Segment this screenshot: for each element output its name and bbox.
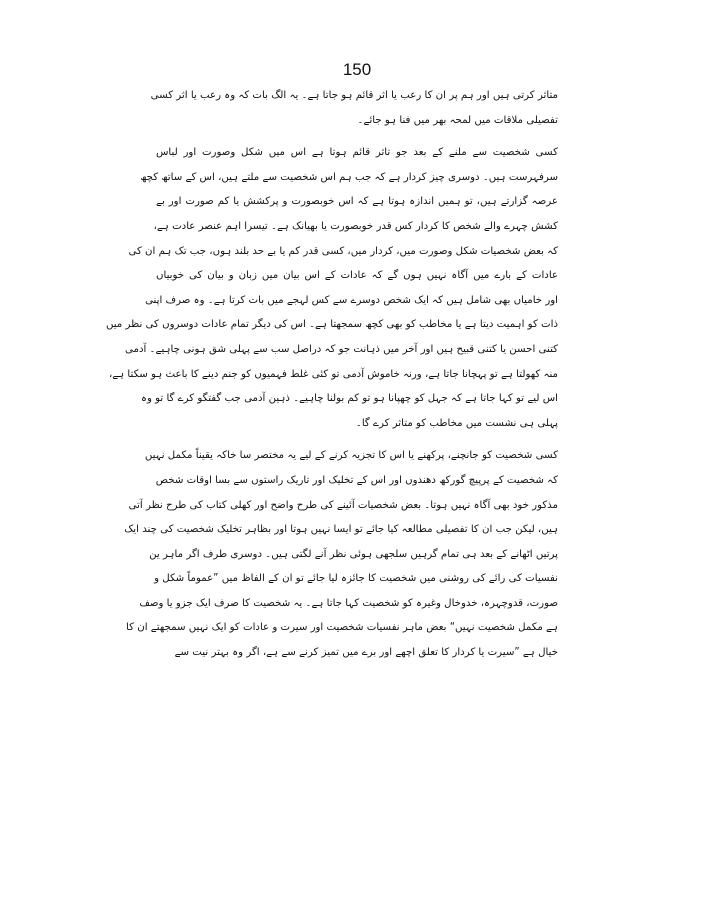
text-line: ہیں، لیکن جب ان کا تفصیلی مطالعہ کیا جائے تو ایسا نہیں ہوتا اور بظاہر تخلیک شخصیت کی چند ایک: [124, 524, 558, 536]
text-line: نفسیات کی رائے کی روشنی میں شخصیت کا جائزہ لیا جائے تو ان کے الفاظ میں ”عموماً شکل و: [154, 573, 558, 585]
text-line: کسی شخصیت کو جانچنے، پرکھنے یا اس کا تجزیہ کرنے کے لیے یہ مختصر سا خاکہ یقیناً مکمل نہیں: [144, 450, 558, 462]
page-number: 150: [342, 60, 372, 79]
text-line: پرتیں اٹھانے کے بعد ہی تمام گرہیں سلجھی ہوئی نظر آنے لگتی ہیں۔ دوسری طرف اگر ماہر ین: [149, 548, 558, 560]
text-line: مذکور خود بھی آگاہ نہیں ہوتا۔ بعض شخصیات آئینے کی طرح واضح اور کھلی کتاب کی طرح نظر آتی: [128, 499, 558, 511]
text-line: کہ بعض شخصیات شکل وصورت میں، کردار میں، کسی قدر کم یا بے حد بلند ہوں، جب تک ہم ان کی: [128, 245, 558, 257]
paragraph: [105, 141, 558, 436]
paragraph: [124, 444, 558, 665]
body-text: [105, 84, 558, 666]
text-line: تفصیلی ملاقات میں لمحہ بھر میں فنا ہو جائے۔: [357, 114, 558, 126]
text-line: عادات کے بارے میں آگاہ نہیں ہوں گے کہ عادات کے اس بیان میں زبان و بیان کی خوبیاں: [156, 270, 558, 282]
text-line: کسی شخصیت سے ملنے کے بعد جو تاثر قائم ہوتا ہے اس میں شکل وصورت اور لباس: [156, 147, 558, 159]
text-line: اس لیے تو کہا جاتا ہے کہ جہل کو چھپانا ہو تو کم بولنا چاہیے۔ ذہین آدمی جب گفتگو کرے گا تو وہ: [140, 393, 558, 405]
text-line: ہے مکمل شخصیت نہیں“ بعض ماہر نفسیات شخصیت اور سیرت و عادات کو ایک نہیں سمجھتے ان کا: [126, 622, 558, 634]
text-line: صورت، قدوچہرہ، خدوخال وغیرہ کو شخصیت کہا جاتا ہے۔ یہ شخصیت کا صرف ایک جزو یا وصف: [139, 597, 558, 609]
text-line: پہلی ہی نشست میں مخاطب کو متاثر کرے گا۔: [355, 417, 558, 429]
paragraph: [150, 84, 558, 133]
text-line: عرصہ گزارتے ہیں، تو ہمیں اندازہ ہوتا ہے کہ اس خوبصورت و پرکشش یا کم صورت اور بے: [156, 196, 558, 208]
text-line: سرفہرست ہیں۔ دوسری چیز کردار ہے کہ جب ہم اس شخصیت سے ملتے ہیں، اس کے ساتھ کچھ: [140, 171, 558, 183]
text-line: متاثر کرتی ہیں اور ہم پر ان کا رعب یا اثر قائم ہو جاتا ہے۔ یہ الگ بات کہ وہ رعب یا اثر کسی: [150, 90, 558, 101]
text-line: ذات کو اہمیت دیتا ہے یا مخاطب کو بھی کچھ سمجھتا ہے۔ اس کی دیگر تمام عادات دوسروں کی نظر میں: [105, 319, 558, 331]
text-line: کہ شخصیت کے پرپیچ گورکھ دھندوں اور اس کے تخلیک اور تاریک راستوں سے بسا اوقات شخص: [155, 474, 558, 486]
text-line: منہ کھولتا ہے تو پہچانا جاتا ہے، ورنہ خاموش آدمی تو کئی غلط فہمیوں کو جنم دینے کا باعث ہو سکتا ہے،: [108, 368, 558, 380]
text-line: اور خامیاں بھی شامل ہیں کہ ایک شخص دوسرے سے کس لہجے میں بات کرتا ہے۔ وہ صرف اپنی: [145, 294, 558, 306]
text-line: کشش چہرے والے شخص کا کردار کس قدر خوبصورت یا بھیانک ہے۔ تیسرا اہم عنصر عادت ہے،: [153, 220, 558, 232]
text-line: خیال ہے ”سیرت یا کردار کا تعلق اچھے اور برے میں تمیز کرنے سے ہے، اگر وہ بہتر نیت سے: [174, 647, 558, 659]
text-line: کتنی احسن یا کتنی قبیح ہیں اور آخر میں ذہانت جو کہ دراصل سب سے پہلی شق ہونی چاہیے۔ آدمی: [125, 343, 558, 355]
